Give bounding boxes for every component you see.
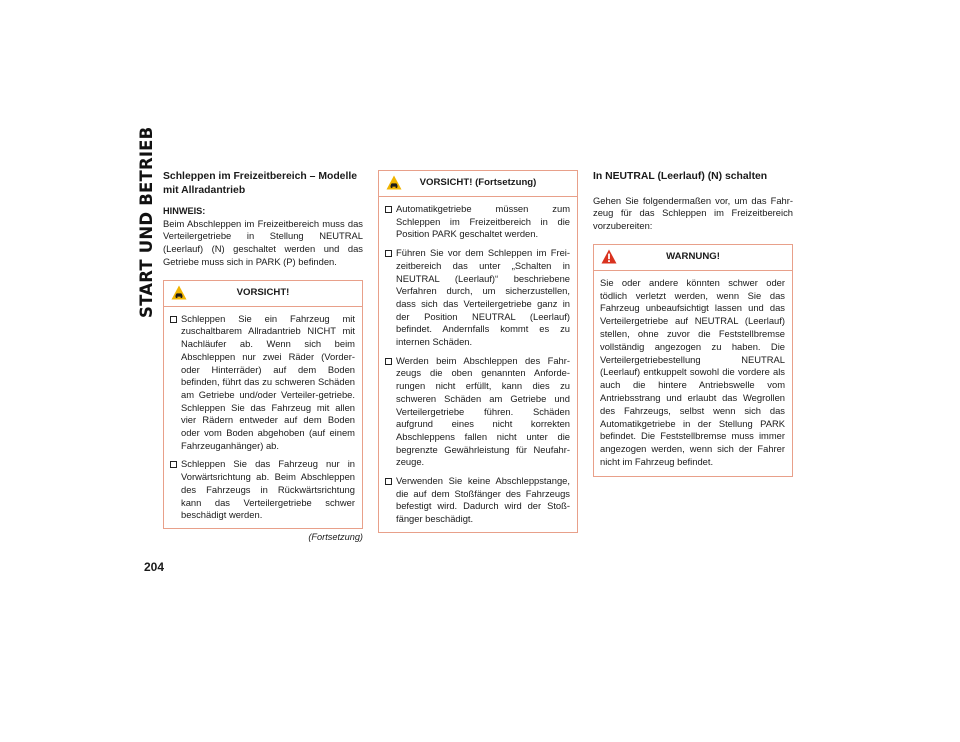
caution-box bbox=[163, 280, 363, 529]
continued-note: (Fortsetzung) bbox=[308, 531, 363, 542]
caution-continued-box bbox=[378, 170, 578, 533]
note-label: HINWEIS: bbox=[163, 206, 206, 216]
caution-continued-title: VORSICHT! (Fortsetzung) bbox=[419, 177, 537, 188]
warning-box bbox=[593, 244, 793, 477]
caution-item: Verwenden Sie keine Abschleppstange, die auf dem Stoßfänger des Fahrzeugs befestigt wird. Dadurch wird der Stoß-fänger beschädigt. bbox=[385, 475, 570, 526]
caution-box-title: VORSICHT! bbox=[236, 286, 290, 298]
caution-item: Führen Sie vor dem Schleppen im Frei-zeitbereich das unter „Schalten in NEUTRAL (Leerlauf)“ beschriebene Verfahren durch, um sicherzustellen, dass sich das Verteilergetriebe ganz in der Position NEUTRAL (Leerlauf) befindet. Andernfalls kommt es zu internen Schäden. bbox=[385, 247, 570, 349]
warning-box-header bbox=[594, 245, 792, 271]
caution-item: Automatikgetriebe müssen zum Schleppen im Freizeitbereich in die Position PARK geschaltet werden. bbox=[385, 203, 570, 241]
note-text: Beim Abschleppen im Freizeitbereich muss das Verteilergetriebe in Stellung NEUTRAL (Leerlauf) (N) geschaltet werden und das Getriebe muss sich in PARK (P) befinden. bbox=[163, 217, 363, 267]
section-heading: Schleppen im Freizeitbereich – Modelle mit Allradantrieb bbox=[163, 171, 358, 196]
warning-text: Sie oder andere könnten schwer oder tödlich verletzt werden, wenn Sie das Fahrzeug unbeaufsichtigt lassen und das Verteilergetriebe auf NEUTRAL (Leerlauf) stellen, ohne zuvor die Feststellbremse vollständig angezogen zu haben. Die Verteilergetriebestellung NEUTRAL (Leerlauf) entkuppelt sowohl die vordere als auch die hintere Antriebswelle vom Antriebsstrang und erlaubt das Wegrollen des Fahrzeugs, selbst wenn sich das Automatikgetriebe in der Stellung PARK befindet. Die Feststellbremse muss immer angezogen werden, wenn sich der Fahrer nicht im Fahrzeug befindet. bbox=[600, 276, 785, 468]
column-middle bbox=[378, 170, 578, 533]
column-left bbox=[163, 170, 363, 542]
caution-item: Schleppen Sie das Fahrzeug nur in Vorwärtsrichtung ab. Beim Abschleppen des Fahrzeugs in Rückwärtsrichtung kann das Verteilergetriebe schwer beschädigt werden. bbox=[170, 458, 355, 522]
chapter-title-text: START UND BETRIEB bbox=[137, 126, 156, 318]
caution-item: Schleppen Sie ein Fahrzeug mit zuschaltbarem Allradantrieb NICHT mit Nachläufer ab. Wenn sich beim Abschleppen nur zwei Räder (Vorder- oder Hinterräder) auf dem Boden befinden, führt das zu schweren Schäden am Getriebe und/oder Verteiler-getriebe. Schleppen Sie das Fahrzeug mit allen vier Rädern entweder auf dem Boden oder vom Boden abgehoben (auf einem Fahrzeuganhänger) ab. bbox=[170, 313, 355, 453]
warning-box-title: WARNUNG! bbox=[666, 250, 720, 262]
section-heading: In NEUTRAL (Leerlauf) (N) schalten bbox=[593, 171, 768, 182]
column-right bbox=[593, 170, 793, 477]
intro-text: Gehen Sie folgendermaßen vor, um das Fahr-zeug für das Schleppen im Freizeitbereich vorzubereiten: bbox=[593, 194, 793, 232]
caution-continued-header bbox=[379, 171, 577, 197]
caution-box-header bbox=[164, 281, 362, 307]
page-number: 204 bbox=[144, 560, 165, 574]
chapter-side-title bbox=[136, 126, 162, 318]
caution-item: Werden beim Abschleppen des Fahr-zeugs die oben genannten Anforde-rungen nicht erfüllt, kann dies zu schweren Schäden am Getriebe und Verteilergetriebe führen. Schäden aufgrund eines nicht korrekten Abschleppens fallen nicht unter die begrenzte Gewährleistung für Neufahr-zeuge. bbox=[385, 355, 570, 469]
